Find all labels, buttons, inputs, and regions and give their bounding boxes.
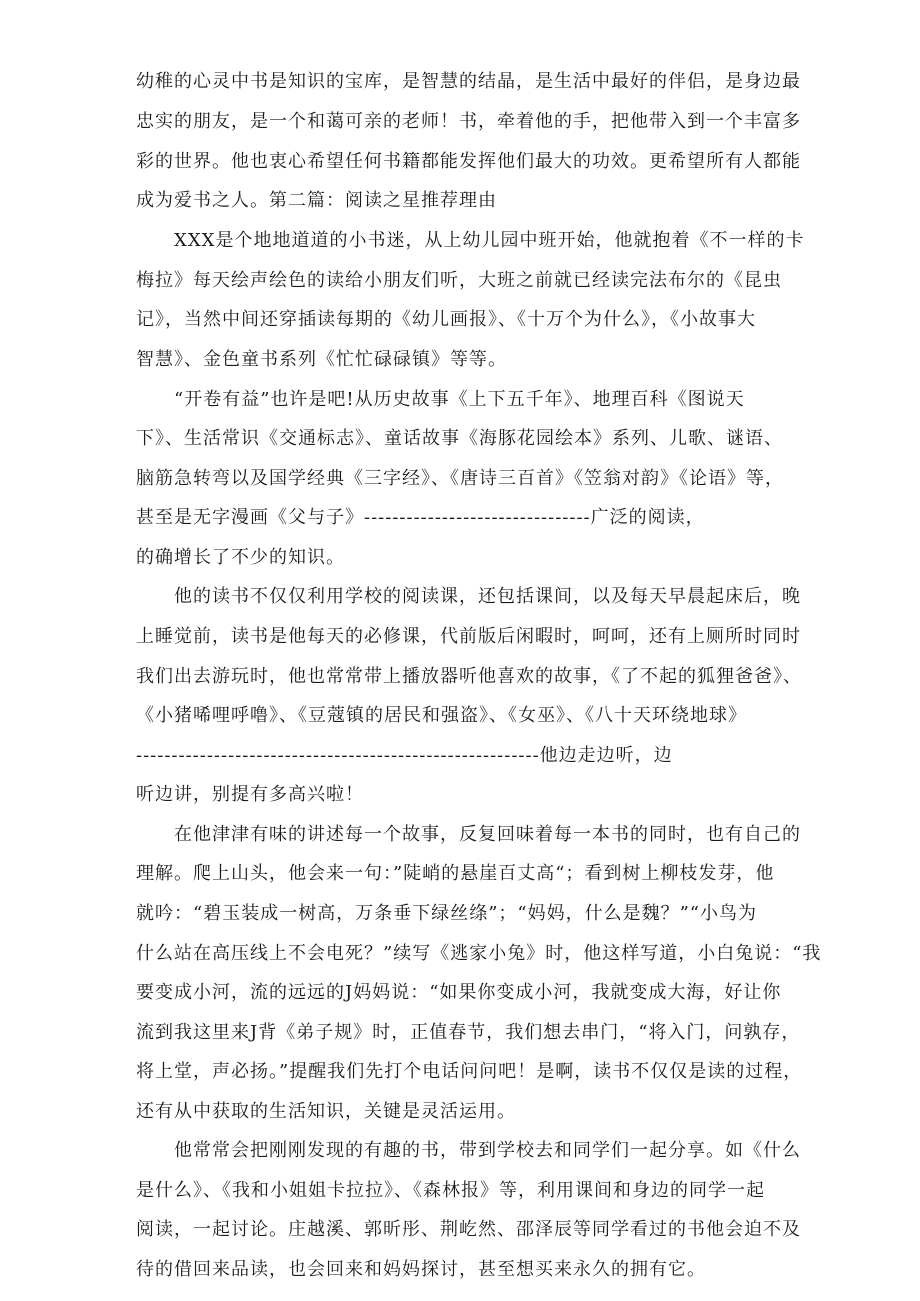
text-line: 梅拉》每天绘声绘色的读给小朋友们听，大班之前就已经读完法布尔的《昆虫	[136, 270, 782, 291]
text-line: 我们出去游玩时，他也常常带上播放器听他喜欢的故事，《了不起的狐狸爸爸》、	[136, 666, 802, 687]
text-line: 的确增长了不少的知识。	[136, 547, 345, 568]
text-line: 要变成小河，流的远远的J妈妈说：“如果你变成小河，我就变成大海，好让你	[136, 982, 782, 1003]
text-line: 听边讲，别提有多高兴啦！	[136, 784, 364, 805]
text-line: 他常常会把刚刚发现的有趣的书，带到学校去和同学们一起分享。如《什么	[174, 1140, 801, 1161]
text-line: ---------------------------------------------------------他边走边听，边	[136, 745, 673, 766]
text-line: 幼稚的心灵中书是知识的宝库，是智慧的结晶，是生活中最好的伴侣，是身边最	[136, 71, 801, 92]
text-line: 待的借回来品读，也会回来和妈妈探讨，甚至想买来永久的拥有它。	[136, 1259, 706, 1280]
text-line: 《小猪唏哩呼噜》、《豆蔻镇的居民和强盗》、《女巫》、《八十天环绕地球》	[136, 705, 747, 726]
text-line: 智慧》、金色童书系列《忙忙碌碌镇》等等。	[136, 349, 507, 370]
text-line: 什么站在高压线上不会电死？”续写《逃家小兔》时，他这样写道，小白兔说：“我	[136, 943, 822, 964]
text-line: 就吟：“碧玉装成一树高，万条垂下绿丝绦”；“妈妈，什么是魏？”“小鸟为	[136, 903, 758, 924]
text-line: 成为爱书之人。第二篇：阅读之星推荐理由	[136, 190, 497, 211]
text-line: 他的读书不仅仅利用学校的阅读课，还包括课间，以及每天早晨起床后，晚	[174, 586, 801, 607]
text-line: 下》、生活常识《交通标志》、童话故事《海豚花园绘本》系列、儿歌、谜语、	[136, 428, 783, 449]
text-line: “开卷有益”也许是吧!从历史故事《上下五千年》、地理百科《图说天	[174, 389, 745, 410]
text-line: 记》，当然中间还穿插读每期的《幼儿画报》、《十万个为什么》，《小故事大	[136, 309, 756, 330]
text-line: 脑筋急转弯以及国学经典《三字经》、《唐诗三百首》《笠翁对韵》《论语》等，	[136, 468, 784, 489]
text-line: 还有从中获取的生活知识，关键是灵活运用。	[136, 1101, 516, 1122]
text-line: 阅读，一起讨论。庄越溪、郭昕彤、荆屹然、邵泽辰等同学看过的书他会迫不及	[136, 1219, 801, 1240]
text-line: 流到我这里来J背《弟子规》时，正值春节，我们想去串门，“将入门，问孰存，	[136, 1022, 801, 1043]
text-line: 上睡觉前，读书是他每天的必修课，代前版后闲暇时，呵呵，还有上厕所时同时	[136, 626, 801, 647]
text-line: XXX是个地地道道的小书迷，从上幼儿园中班开始，他就抱着《不一样的卡	[174, 230, 805, 251]
text-line: 是什么》、《我和小姐姐卡拉拉》、《森林报》等，利用课间和身边的同学一起	[136, 1180, 765, 1201]
text-line: 理解。爬上山头，他会来一句：”陡峭的悬崖百丈高“；看到树上柳枝发芽，他	[136, 863, 775, 884]
text-line: 将上堂，声必扬。”提醒我们先打个电话问问吧！是啊，读书不仅仅是读的过程，	[136, 1061, 803, 1082]
text-line: 甚至是无字漫画《父与子》--------------------------------广泛的阅读，	[136, 507, 705, 528]
text-line: 在他津津有味的讲述每一个故事，反复回味着每一本书的同时，也有自己的	[174, 824, 801, 845]
text-line: 忠实的朋友，是一个和蔼可亲的老师！书，牵着他的手，把他带入到一个丰富多	[136, 111, 801, 132]
text-line: 彩的世界。他也衷心希望任何书籍都能发挥他们最大的功效。更希望所有人都能	[136, 151, 801, 172]
